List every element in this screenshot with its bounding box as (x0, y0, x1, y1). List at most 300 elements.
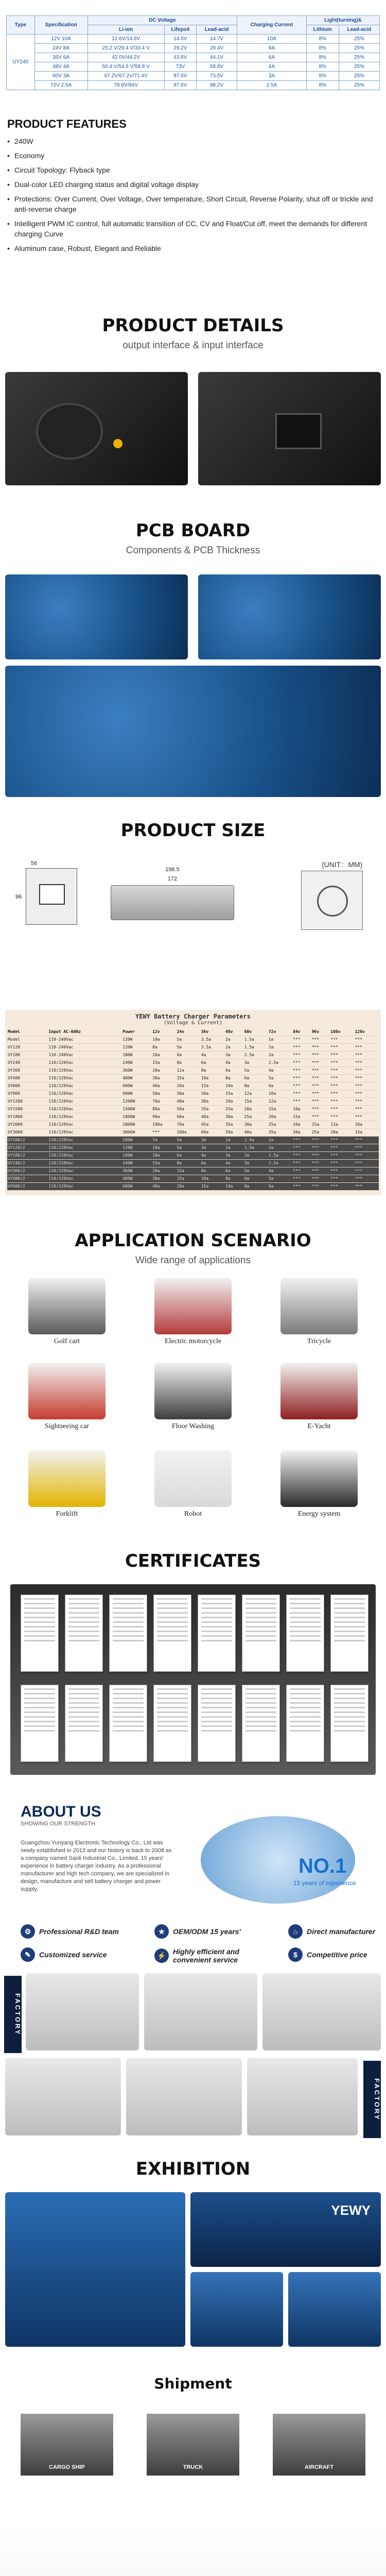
param-cell: *** (355, 1182, 379, 1190)
param-header: Input AC-60Hz (48, 1028, 122, 1036)
application-item (280, 1450, 358, 1518)
param-cell: *** (311, 1051, 330, 1059)
param-cell: 25a (311, 1128, 330, 1136)
param-cell: *** (311, 1105, 330, 1113)
spec-cell: 6A (237, 53, 307, 62)
param-cell: *** (311, 1136, 330, 1144)
input-interface-photo (198, 372, 381, 485)
param-cell: UY600/2 (7, 1182, 48, 1190)
param-cell: *** (292, 1082, 311, 1090)
param-row (7, 1175, 379, 1182)
spec-table (6, 15, 380, 90)
spec-cell: 67.2V/67.2V/71.4V (87, 72, 164, 81)
param-cell: UY360 (7, 1066, 48, 1074)
param-cell: 35a (201, 1105, 225, 1113)
spec-cell: 10A (237, 35, 307, 44)
param-cell: *** (355, 1082, 379, 1090)
param-cell: 110/220Vac (48, 1090, 122, 1097)
param-header: Model (7, 1028, 48, 1036)
param-cell: *** (355, 1066, 379, 1074)
param-cell: 4a (268, 1167, 292, 1175)
param-cell: 10a (152, 1151, 176, 1159)
side-view-drawing (111, 885, 234, 920)
dim-body: 172 (167, 876, 178, 882)
param-cell: *** (330, 1090, 354, 1097)
exhibition-photo-3 (190, 2272, 283, 2347)
param-cell: *** (355, 1051, 379, 1059)
param-cell: 12a (244, 1090, 268, 1097)
param-cell: 110-240Vac (48, 1051, 122, 1059)
param-cell: 110/220Vac (48, 1113, 122, 1121)
param-cell: UY3000 (7, 1128, 48, 1136)
param-cell: 10a (292, 1105, 311, 1113)
application-label: Floor Washing (171, 1422, 215, 1430)
param-row (7, 1097, 379, 1105)
param-cell: 110/220Vac (48, 1136, 122, 1144)
no1-subtitle: 15 years of experience (293, 1879, 356, 1887)
param-cell: *** (330, 1059, 354, 1066)
factory-photo-5 (126, 2058, 242, 2136)
param-cell: 120W (122, 1043, 152, 1051)
leadacid-header: Lead-acid (339, 25, 379, 35)
param-cell: 6a (244, 1175, 268, 1182)
param-cell: *** (292, 1144, 311, 1151)
param-cell: 8a (201, 1066, 225, 1074)
param-cell: 110/220Vac (48, 1167, 122, 1175)
param-row (7, 1051, 379, 1059)
param-cell: *** (330, 1175, 354, 1182)
certificate-image (21, 1595, 59, 1672)
spec-model: UY240 (7, 35, 35, 90)
param-cell: 10a (201, 1074, 225, 1082)
application-section (0, 1230, 386, 1266)
spec-cell: 87.6V (164, 81, 196, 90)
param-cell: 15a (201, 1182, 225, 1190)
param-cell: *** (311, 1144, 330, 1151)
param-cell: *** (292, 1175, 311, 1182)
param-cell: 8a (244, 1082, 268, 1090)
param-cell: 110/220Vac (48, 1059, 122, 1066)
application-image (28, 1450, 106, 1507)
param-cell: 15a (176, 1074, 200, 1082)
param-header: 96v (311, 1028, 330, 1036)
param-row (7, 1144, 379, 1151)
param-cell: *** (355, 1036, 379, 1043)
param-cell: 15a (355, 1128, 379, 1136)
param-cell: 20a (330, 1128, 354, 1136)
features-title: PRODUCT FEATURES (7, 117, 127, 130)
exhibition-brand: YEWY (331, 2202, 371, 2218)
ship-aircraft: AIRCRAFT (273, 2414, 365, 2476)
application-image (154, 1450, 232, 1507)
param-cell: 1.5a (244, 1036, 268, 1043)
spec-row (7, 53, 380, 62)
param-cell: 7a (152, 1136, 176, 1144)
param-cell: *** (330, 1082, 354, 1090)
spec-cell: 4A (237, 62, 307, 72)
param-cell: 15a (292, 1113, 311, 1121)
param-cell: *** (355, 1136, 379, 1144)
param-cell: *** (355, 1113, 379, 1121)
spec-cell: 36V 6A (34, 53, 87, 62)
application-image (280, 1363, 358, 1419)
param-cell: 60a (201, 1128, 225, 1136)
param-cell: 25a (244, 1113, 268, 1121)
param-cell: *** (330, 1151, 354, 1159)
spec-cell: 25% (339, 62, 379, 72)
spec-row (7, 72, 380, 81)
param-cell: 50a (225, 1128, 244, 1136)
param-cell: 110/220Vac (48, 1128, 122, 1136)
param-cell: 1500W (122, 1105, 152, 1113)
param-cell: *** (330, 1043, 354, 1051)
param-cell: *** (292, 1159, 311, 1167)
spec-cell: 58.8V (196, 62, 237, 72)
param-cell: *** (311, 1082, 330, 1090)
param-cell: 480W (122, 1175, 152, 1182)
param-cell: 6a (225, 1167, 244, 1175)
param-row (7, 1066, 379, 1074)
features-section (0, 117, 386, 258)
param-cell: 8a (152, 1043, 176, 1051)
application-label: Electric motorcycle (165, 1337, 221, 1345)
spec-cell: 87.6V (164, 72, 196, 81)
param-cell: 30a (292, 1128, 311, 1136)
application-label: Robot (184, 1510, 202, 1518)
param-cell: 110/220Vac (48, 1151, 122, 1159)
application-label: E-Yacht (307, 1422, 331, 1430)
param-cell: 15a (268, 1105, 292, 1113)
param-cell: 110/220Vac (48, 1175, 122, 1182)
param-cell: *** (311, 1151, 330, 1159)
param-cell: 20a (152, 1066, 176, 1074)
certificate-image (330, 1685, 369, 1762)
param-cell: *** (311, 1182, 330, 1190)
param-cell: *** (292, 1059, 311, 1066)
spec-cell: 25% (339, 35, 379, 44)
details-subtitle: output interface & input interface (122, 340, 264, 351)
application-item (280, 1278, 358, 1346)
pcb-photo-2 (198, 574, 381, 659)
param-cell: UY1500 (7, 1105, 48, 1113)
param-cell: 10a (152, 1036, 176, 1043)
charging-header: Charging Current (237, 16, 307, 35)
param-cell: 5a (244, 1066, 268, 1074)
param-subtitle: (Voltage & Current) (163, 1020, 223, 1026)
param-row (7, 1159, 379, 1167)
spec-cell: 25.2 V/29.4 V/33.4 V (87, 44, 164, 53)
param-cell: 3a (244, 1059, 268, 1066)
param-cell: *** (330, 1066, 354, 1074)
certificate-image (242, 1685, 280, 1762)
param-header: 72v (268, 1028, 292, 1036)
param-cell: *** (355, 1167, 379, 1175)
param-cell: 3a (244, 1159, 268, 1167)
type-header: Type (7, 16, 35, 35)
param-cell: 20a (176, 1082, 200, 1090)
factory-photo-2 (144, 1973, 257, 2050)
param-cell: 6a (201, 1159, 225, 1167)
param-cell: 1.5a (244, 1043, 268, 1051)
param-cell: 3000W (122, 1128, 152, 1136)
about-feature (154, 1947, 278, 1964)
param-cell: 20a (152, 1167, 176, 1175)
spec-cell: 8% (306, 72, 339, 81)
param-cell: 110/220Vac (48, 1066, 122, 1074)
param-cell: UY360/2 (7, 1167, 48, 1175)
param-cell: 2000W (122, 1121, 152, 1128)
param-cell: *** (292, 1066, 311, 1074)
param-row (7, 1151, 379, 1159)
param-cell: 20a (292, 1121, 311, 1128)
param-cell: 240W (122, 1059, 152, 1066)
certificate-image (286, 1685, 324, 1762)
feature-item: • Dual-color LED charging status and digital voltage display (7, 179, 379, 190)
param-cell: *** (330, 1036, 354, 1043)
about-feature-label: Competitive price (307, 1951, 367, 1959)
param-cell: 3a (201, 1136, 225, 1144)
param-cell: 2.5a (268, 1159, 292, 1167)
param-row (7, 1090, 379, 1097)
param-cell: Model (7, 1036, 48, 1043)
param-cell: 2.5a (244, 1051, 268, 1059)
spec-cell: 72V 2.5A (34, 81, 87, 90)
param-cell: 110/220Vac (48, 1182, 122, 1190)
param-cell: 3a (225, 1051, 244, 1059)
param-cell: 15a (201, 1082, 225, 1090)
param-cell: 600W (122, 1182, 152, 1190)
about-feature-label: Highly efficient and convenient service (173, 1947, 239, 1964)
about-feature-label: Professional R&D team (39, 1927, 119, 1936)
ship-cargo: CARGO SHIP (21, 2414, 113, 2476)
param-cell: 1.5a (244, 1136, 268, 1144)
param-cell: *** (311, 1113, 330, 1121)
param-cell: 10a (268, 1090, 292, 1097)
param-cell: *** (330, 1105, 354, 1113)
param-cell: UY1800 (7, 1113, 48, 1121)
spec-cell: 8% (306, 62, 339, 72)
param-cell: 6a (201, 1059, 225, 1066)
param-cell: 5a (268, 1175, 292, 1182)
cert-section (0, 1551, 386, 1571)
application-item (28, 1363, 106, 1431)
features-list (7, 136, 379, 253)
spec-cell: 48V 4A (34, 62, 87, 72)
application-title: APPLICATION SCENARIO (75, 1230, 311, 1251)
param-header: 60v (244, 1028, 268, 1036)
param-cell: 4a (201, 1151, 225, 1159)
certificate-image (21, 1685, 59, 1762)
spec-cell: 29.2V (164, 44, 196, 53)
param-cell: 6a (268, 1182, 292, 1190)
param-cell: 30a (152, 1175, 176, 1182)
param-header: Power (122, 1028, 152, 1036)
factory-photo-4 (5, 2058, 121, 2136)
param-cell: 25a (268, 1121, 292, 1128)
param-row (7, 1113, 379, 1121)
ship-truck: TRUCK (147, 2414, 239, 2476)
param-table-section (5, 1010, 381, 1195)
param-row (7, 1128, 379, 1136)
param-cell: 20a (244, 1105, 268, 1113)
certificate-image (330, 1595, 369, 1672)
spec-cell: 2.5A (237, 81, 307, 90)
spec-header: Specification (34, 16, 87, 35)
param-cell: *** (355, 1097, 379, 1105)
param-cell: 3a (201, 1144, 225, 1151)
spec-cell: 12.6V/14.6V (87, 35, 164, 44)
exhibition-photo-2 (190, 2192, 381, 2267)
certificate-image (198, 1595, 236, 1672)
param-row (7, 1074, 379, 1082)
certificate-image (198, 1685, 236, 1762)
param-header: 108v (330, 1028, 354, 1036)
param-cell: *** (355, 1175, 379, 1182)
param-cell: 1200W (122, 1097, 152, 1105)
spec-cell: 79.8V/84V (87, 81, 164, 90)
back-view-drawing (301, 871, 363, 930)
param-cell: *** (355, 1059, 379, 1066)
spec-table-section (0, 0, 386, 88)
spec-cell: 43.8V (164, 53, 196, 62)
param-cell: 12a (330, 1121, 354, 1128)
spec-cell: 29.4V (196, 44, 237, 53)
param-cell: UY180 (7, 1051, 48, 1059)
param-cell: 40a (201, 1113, 225, 1121)
param-cell: *** (292, 1074, 311, 1082)
about-feature (288, 1947, 376, 1962)
param-cell: 2a (225, 1136, 244, 1144)
param-cell: 6a (225, 1066, 244, 1074)
application-image (154, 1363, 232, 1419)
param-row (7, 1136, 379, 1144)
about-feature-label: OEM/ODM 15 years' (173, 1927, 241, 1936)
spec-cell: 14.7V (196, 35, 237, 44)
param-cell: 8a (244, 1182, 268, 1190)
param-cell: 45a (201, 1121, 225, 1128)
spec-cell: 8% (306, 81, 339, 90)
param-cell: 900W (122, 1090, 152, 1097)
about-feature-label: Customized service (39, 1951, 107, 1959)
param-cell: 8a (225, 1175, 244, 1182)
param-cell: 6a (268, 1082, 292, 1090)
param-cell: UY900 (7, 1090, 48, 1097)
param-cell: 4a (201, 1051, 225, 1059)
spec-cell: 14.6V (164, 35, 196, 44)
param-cell: UY480/2 (7, 1175, 48, 1182)
param-cell: 120W (122, 1144, 152, 1151)
no1-badge: NO.1 (299, 1855, 347, 1877)
param-cell: 110/220Vac (48, 1097, 122, 1105)
param-cell: 360W (122, 1167, 152, 1175)
param-cell: 110-240Vac (48, 1036, 122, 1043)
pcb-section (0, 520, 386, 556)
spec-cell: 42.0V/44.2V (87, 53, 164, 62)
param-cell: UY240/2 (7, 1159, 48, 1167)
param-header: 84v (292, 1028, 311, 1036)
param-cell: 20a (268, 1113, 292, 1121)
param-cell: *** (355, 1105, 379, 1113)
param-cell: 12a (176, 1167, 200, 1175)
param-cell: 10a (152, 1051, 176, 1059)
param-cell: *** (311, 1167, 330, 1175)
param-cell: 5a (268, 1074, 292, 1082)
param-row (7, 1082, 379, 1090)
payment-section (0, 2524, 386, 2576)
dc-header: DC Voltage (87, 16, 237, 25)
param-cell: 15a (152, 1159, 176, 1167)
param-cell: 70a (152, 1097, 176, 1105)
application-image (28, 1363, 106, 1419)
application-image (154, 1278, 232, 1334)
param-cell: 30a (201, 1097, 225, 1105)
param-cell: 40a (152, 1182, 176, 1190)
param-cell: *** (292, 1043, 311, 1051)
spec-cell: 3A (237, 72, 307, 81)
param-cell: 110-240Vac (48, 1043, 122, 1051)
param-cell: 70a (176, 1121, 200, 1128)
feature-item: • Intelligent PWM IC control, full automatic transition of CC, CV and Float/Cut off, meet the demands for different charging Curve (7, 218, 379, 239)
param-cell: 4a (268, 1066, 292, 1074)
light-header: Light(turning)& (306, 16, 379, 25)
spec-row (7, 81, 380, 90)
param-cell: *** (152, 1128, 176, 1136)
param-cell: 180W (122, 1051, 152, 1059)
about-section (21, 1803, 101, 1827)
about-feature-icon: ✎ (21, 1947, 35, 1962)
param-cell: 5a (176, 1036, 200, 1043)
param-cell: 2a (225, 1036, 244, 1043)
certificate-image (153, 1595, 191, 1672)
pcb-photo-large (5, 666, 381, 797)
param-cell: 20a (225, 1097, 244, 1105)
exhibition-section (0, 2159, 386, 2179)
param-cell: 15a (152, 1059, 176, 1066)
param-cell: 110/220Vac (48, 1159, 122, 1167)
param-cell: *** (330, 1144, 354, 1151)
param-cell: 3.5a (201, 1043, 225, 1051)
param-cell: *** (355, 1144, 379, 1151)
front-view-drawing (26, 868, 77, 925)
spec-cell: 73.5V (196, 72, 237, 81)
spec-row (7, 44, 380, 53)
exhibition-photo-1 (5, 2192, 185, 2347)
application-item (154, 1278, 232, 1346)
param-cell: *** (311, 1097, 330, 1105)
factory-banner-right: FACTORY (363, 2061, 381, 2138)
spec-cell: 8% (306, 44, 339, 53)
param-cell: UY600 (7, 1082, 48, 1090)
param-cell: *** (355, 1151, 379, 1159)
param-cell: 12a (268, 1097, 292, 1105)
certificate-image (65, 1595, 103, 1672)
param-row (7, 1182, 379, 1190)
param-cell: 240W (122, 1159, 152, 1167)
about-feature-icon: ⌂ (288, 1924, 303, 1939)
param-cell: 8a (176, 1159, 200, 1167)
feature-item: • Aluminum case, Robust, Elegant and Reliable (7, 243, 379, 253)
about-feature (288, 1924, 376, 1939)
application-label: Tricycle (307, 1337, 331, 1345)
feature-item: • Protections: Over Current, Over Voltage, Over temperature, Short Circuit, Reverse Polarity, shut off or trickle and anti-reverse charge (7, 194, 379, 214)
spec-cell: 12V 10A (34, 35, 87, 44)
param-cell: 120W (122, 1036, 152, 1043)
factory-banner-left: FACTORY (4, 1976, 22, 2053)
certificate-image (109, 1685, 147, 1762)
param-cell: *** (292, 1167, 311, 1175)
param-cell: *** (355, 1043, 379, 1051)
param-cell: 50a (176, 1105, 200, 1113)
